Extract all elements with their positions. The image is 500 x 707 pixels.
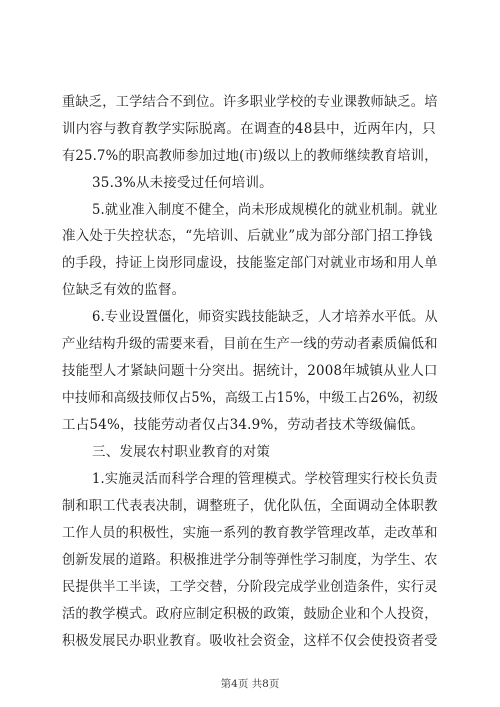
section-heading: 三、发展农村职业教育的对策 bbox=[92, 444, 271, 460]
page-footer: 第4页 共8页 bbox=[220, 678, 280, 690]
text-line-5: 5.就业准入制度不健全，尚未形成规模化的就业机制。就业 bbox=[92, 202, 438, 218]
text-line-7: 的手段，持证上岗形同虚设，技能鉴定部门对就业市场和用人单 bbox=[62, 255, 438, 271]
text-line-10: 产业结构升级的需要来看，目前在生产一线的劳动者素质偏低和 bbox=[62, 336, 438, 352]
text-line-17: 工作人员的积极性，实施一系列的教育教学管理改革，走改革和 bbox=[62, 525, 438, 541]
text-line-3: 有25.7%的职高教师参加过地(市)级以上的教师继续教育培训， bbox=[62, 148, 438, 164]
text-line-18: 创新发展的道路。积极推进学分制等弹性学习制度，为学生、农 bbox=[62, 552, 438, 568]
text-line-11: 技能型人才紧缺问题十分突出。据统计，2008年城镇从业人口 bbox=[62, 363, 438, 379]
text-line-19: 民提供半工半读，工学交替，分阶段完成学业创造条件，实行灵 bbox=[62, 579, 438, 595]
text-line-20: 活的教学模式。政府应制定积极的政策，鼓励企业和个人投资， bbox=[62, 606, 438, 622]
text-line-13: 工占54%，技能劳动者仅占34.9%，劳动者技术等级偏低。 bbox=[62, 417, 425, 433]
text-line-1: 重缺乏，工学结合不到位。许多职业学校的专业课教师缺乏。培 bbox=[62, 94, 438, 110]
text-line-2: 训内容与教育教学实际脱离。在调查的48县中，近两年内，只 bbox=[62, 121, 436, 137]
text-line-15: 1.实施灵活而科学合理的管理模式。学校管理实行校长负责 bbox=[92, 471, 438, 487]
text-line-4: 35.3%从未接受过任何培训。 bbox=[92, 175, 273, 191]
text-line-21: 积极发展民办职业教育。吸收社会资金，这样不仅会使投资者受 bbox=[62, 633, 438, 649]
text-line-16: 制和职工代表表决制，调整班子，优化队伍，全面调动全体职教 bbox=[62, 498, 438, 514]
text-line-6: 准入处于失控状态，“先培训、后就业”成为部分部门招工挣钱 bbox=[62, 228, 433, 244]
text-line-8: 位缺乏有效的监督。 bbox=[62, 282, 186, 298]
text-line-9: 6.专业设置僵化，师资实践技能缺乏，人才培养水平低。从 bbox=[92, 309, 438, 325]
text-line-12: 中技师和高级技师仅占5%，高级工占15%，中级工占26%，初级 bbox=[62, 390, 439, 406]
